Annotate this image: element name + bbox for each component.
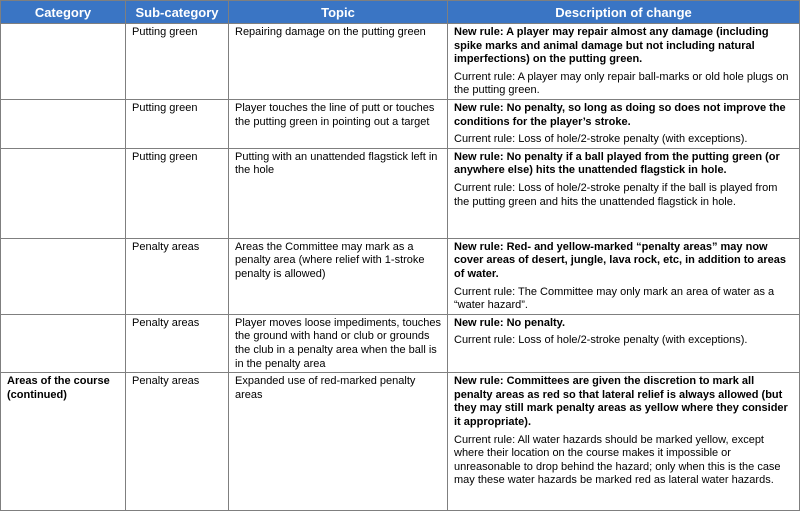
subcategory-cell: Penalty areas <box>126 373 229 511</box>
subcategory-cell: Putting green <box>126 24 229 100</box>
new-rule-text: New rule: A player may repair almost any damage (including spike marks and animal damage but not including natural imperfections) on the putting green. <box>454 26 769 66</box>
current-rule-text: Current rule: Loss of hole/2-stroke penalty if the ball is played from the putting green and hits the unattended flagstick in hole. <box>454 181 778 208</box>
topic-cell: Repairing damage on the putting green <box>229 24 448 100</box>
topic-cell: Putting with an unattended flagstick left in the hole <box>229 148 448 238</box>
description-cell <box>448 238 800 314</box>
current-rule-text: Current rule: A player may only repair ball-marks or old hole plugs on the putting green. <box>454 70 789 97</box>
table-row <box>1 373 800 511</box>
category-cell <box>1 148 126 238</box>
table-row <box>1 99 800 148</box>
table-row <box>1 24 800 100</box>
current-rule-text: Current rule: Loss of hole/2-stroke penalty (with exceptions). <box>454 133 748 146</box>
description-cell <box>448 373 800 511</box>
category-cell <box>1 314 126 372</box>
description-cell <box>448 148 800 238</box>
topic-cell: Areas the Committee may mark as a penalty area (where relief with 1-stroke penalty is allowed) <box>229 238 448 314</box>
subcategory-cell: Putting green <box>126 148 229 238</box>
header-row <box>1 1 800 24</box>
new-rule-text: New rule: No penalty. <box>454 316 566 329</box>
topic-cell: Player moves loose impediments, touches the ground with hand or club or grounds the club in a penalty area when the ball is in the penalty area <box>229 314 448 372</box>
header-description: Description of change <box>448 1 800 24</box>
subcategory-cell: Penalty areas <box>126 314 229 372</box>
header-subcategory: Sub-category <box>126 1 229 24</box>
topic-cell: Expanded use of red-marked penalty areas <box>229 373 448 511</box>
description-cell <box>448 99 800 148</box>
new-rule-text: New rule: No penalty, so long as doing so does not improve the conditions for the player’s stroke. <box>454 101 786 128</box>
new-rule-text: New rule: No penalty if a ball played from the putting green (or anywhere else) hits the unattended flagstick in hole. <box>454 150 780 177</box>
current-rule-text: Current rule: The Committee may only mark an area of water as a “water hazard”. <box>454 285 775 312</box>
subcategory-cell: Putting green <box>126 99 229 148</box>
subcategory-cell: Penalty areas <box>126 238 229 314</box>
table-row <box>1 148 800 238</box>
category-cell: Areas of the course (continued) <box>1 373 126 511</box>
category-cell <box>1 99 126 148</box>
description-cell <box>448 314 800 372</box>
table-row <box>1 238 800 314</box>
current-rule-text: Current rule: All water hazards should be marked yellow, except where their location on the course makes it impossible or unreasonable to drop behind the hazard; only when this is the case may these water hazards be marked red as lateral water hazards. <box>454 433 781 487</box>
category-cell <box>1 24 126 100</box>
topic-cell: Player touches the line of putt or touches the putting green in pointing out a target <box>229 99 448 148</box>
description-cell <box>448 24 800 100</box>
current-rule-text: Current rule: Loss of hole/2-stroke penalty (with exceptions). <box>454 334 748 347</box>
new-rule-text: New rule: Red- and yellow-marked “penalty areas” may now cover areas of desert, jungle, lava rock, etc, in addition to areas of water. <box>454 240 786 280</box>
header-topic: Topic <box>229 1 448 24</box>
table-row <box>1 314 800 372</box>
new-rule-text: New rule: Committees are given the discretion to mark all penalty areas as red so that lateral relief is always allowed (but they may still mark penalty areas as yellow where they consider it appropriate). <box>454 375 788 428</box>
category-cell <box>1 238 126 314</box>
header-category: Category <box>1 1 126 24</box>
